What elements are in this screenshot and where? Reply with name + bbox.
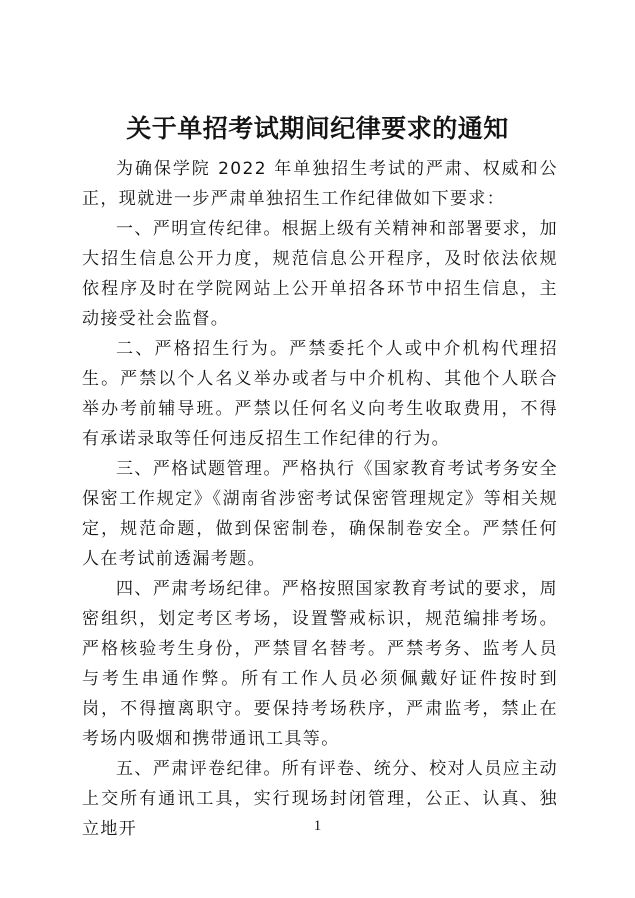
section-2-paragraph: 二、严格招生行为。严禁委托个人或中介机构代理招生。严禁以个人名义举办或者与中介机构、其他个人联合举办考前辅导班。严禁以任何名义向考生收取费用，不得有承诺录取等任何违反招生工作纪律的行为。 (82, 339, 558, 449)
section-5-paragraph: 五、严肃评卷纪律。所有评卷、统分、校对人员应主动上交所有通讯工具，实行现场封闭管理，公正、认真、独立地开 (82, 759, 558, 839)
page-number: 1 (313, 818, 322, 834)
section-4-paragraph: 四、严肃考场纪律。严格按照国家教育考试的要求，周密组织，划定考区考场，设置警戒标识，规范编排考场。严格核验考生身份，严禁冒名替考。严禁考务、监考人员与考生串通作弊。所有工作人员必须佩戴好证件按时到岗，不得擅离职守。要保持考场秩序，严肃监考，禁止在考场内吸烟和携带通讯工具等。 (82, 579, 558, 749)
section-1-paragraph: 一、严明宣传纪律。根据上级有关精神和部署要求，加大招生信息公开力度，规范信息公开程序，及时依法依规依程序及时在学院网站上公开单招各环节中招生信息，主动接受社会监督。 (82, 219, 558, 329)
document-body (82, 154, 558, 844)
document-title: 关于单招考试期间纪律要求的通知 (126, 113, 509, 143)
intro-paragraph: 为确保学院 2022 年单独招生考试的严肃、权威和公正，现就进一步严肃单独招生工作纪律做如下要求： (82, 159, 558, 209)
section-3-paragraph: 三、严格试题管理。严格执行《国家教育考试考务安全保密工作规定》《湖南省涉密考试保密管理规定》等相关规定，规范命题，做到保密制卷，确保制卷安全。严禁任何人在考试前透漏考题。 (82, 459, 558, 569)
